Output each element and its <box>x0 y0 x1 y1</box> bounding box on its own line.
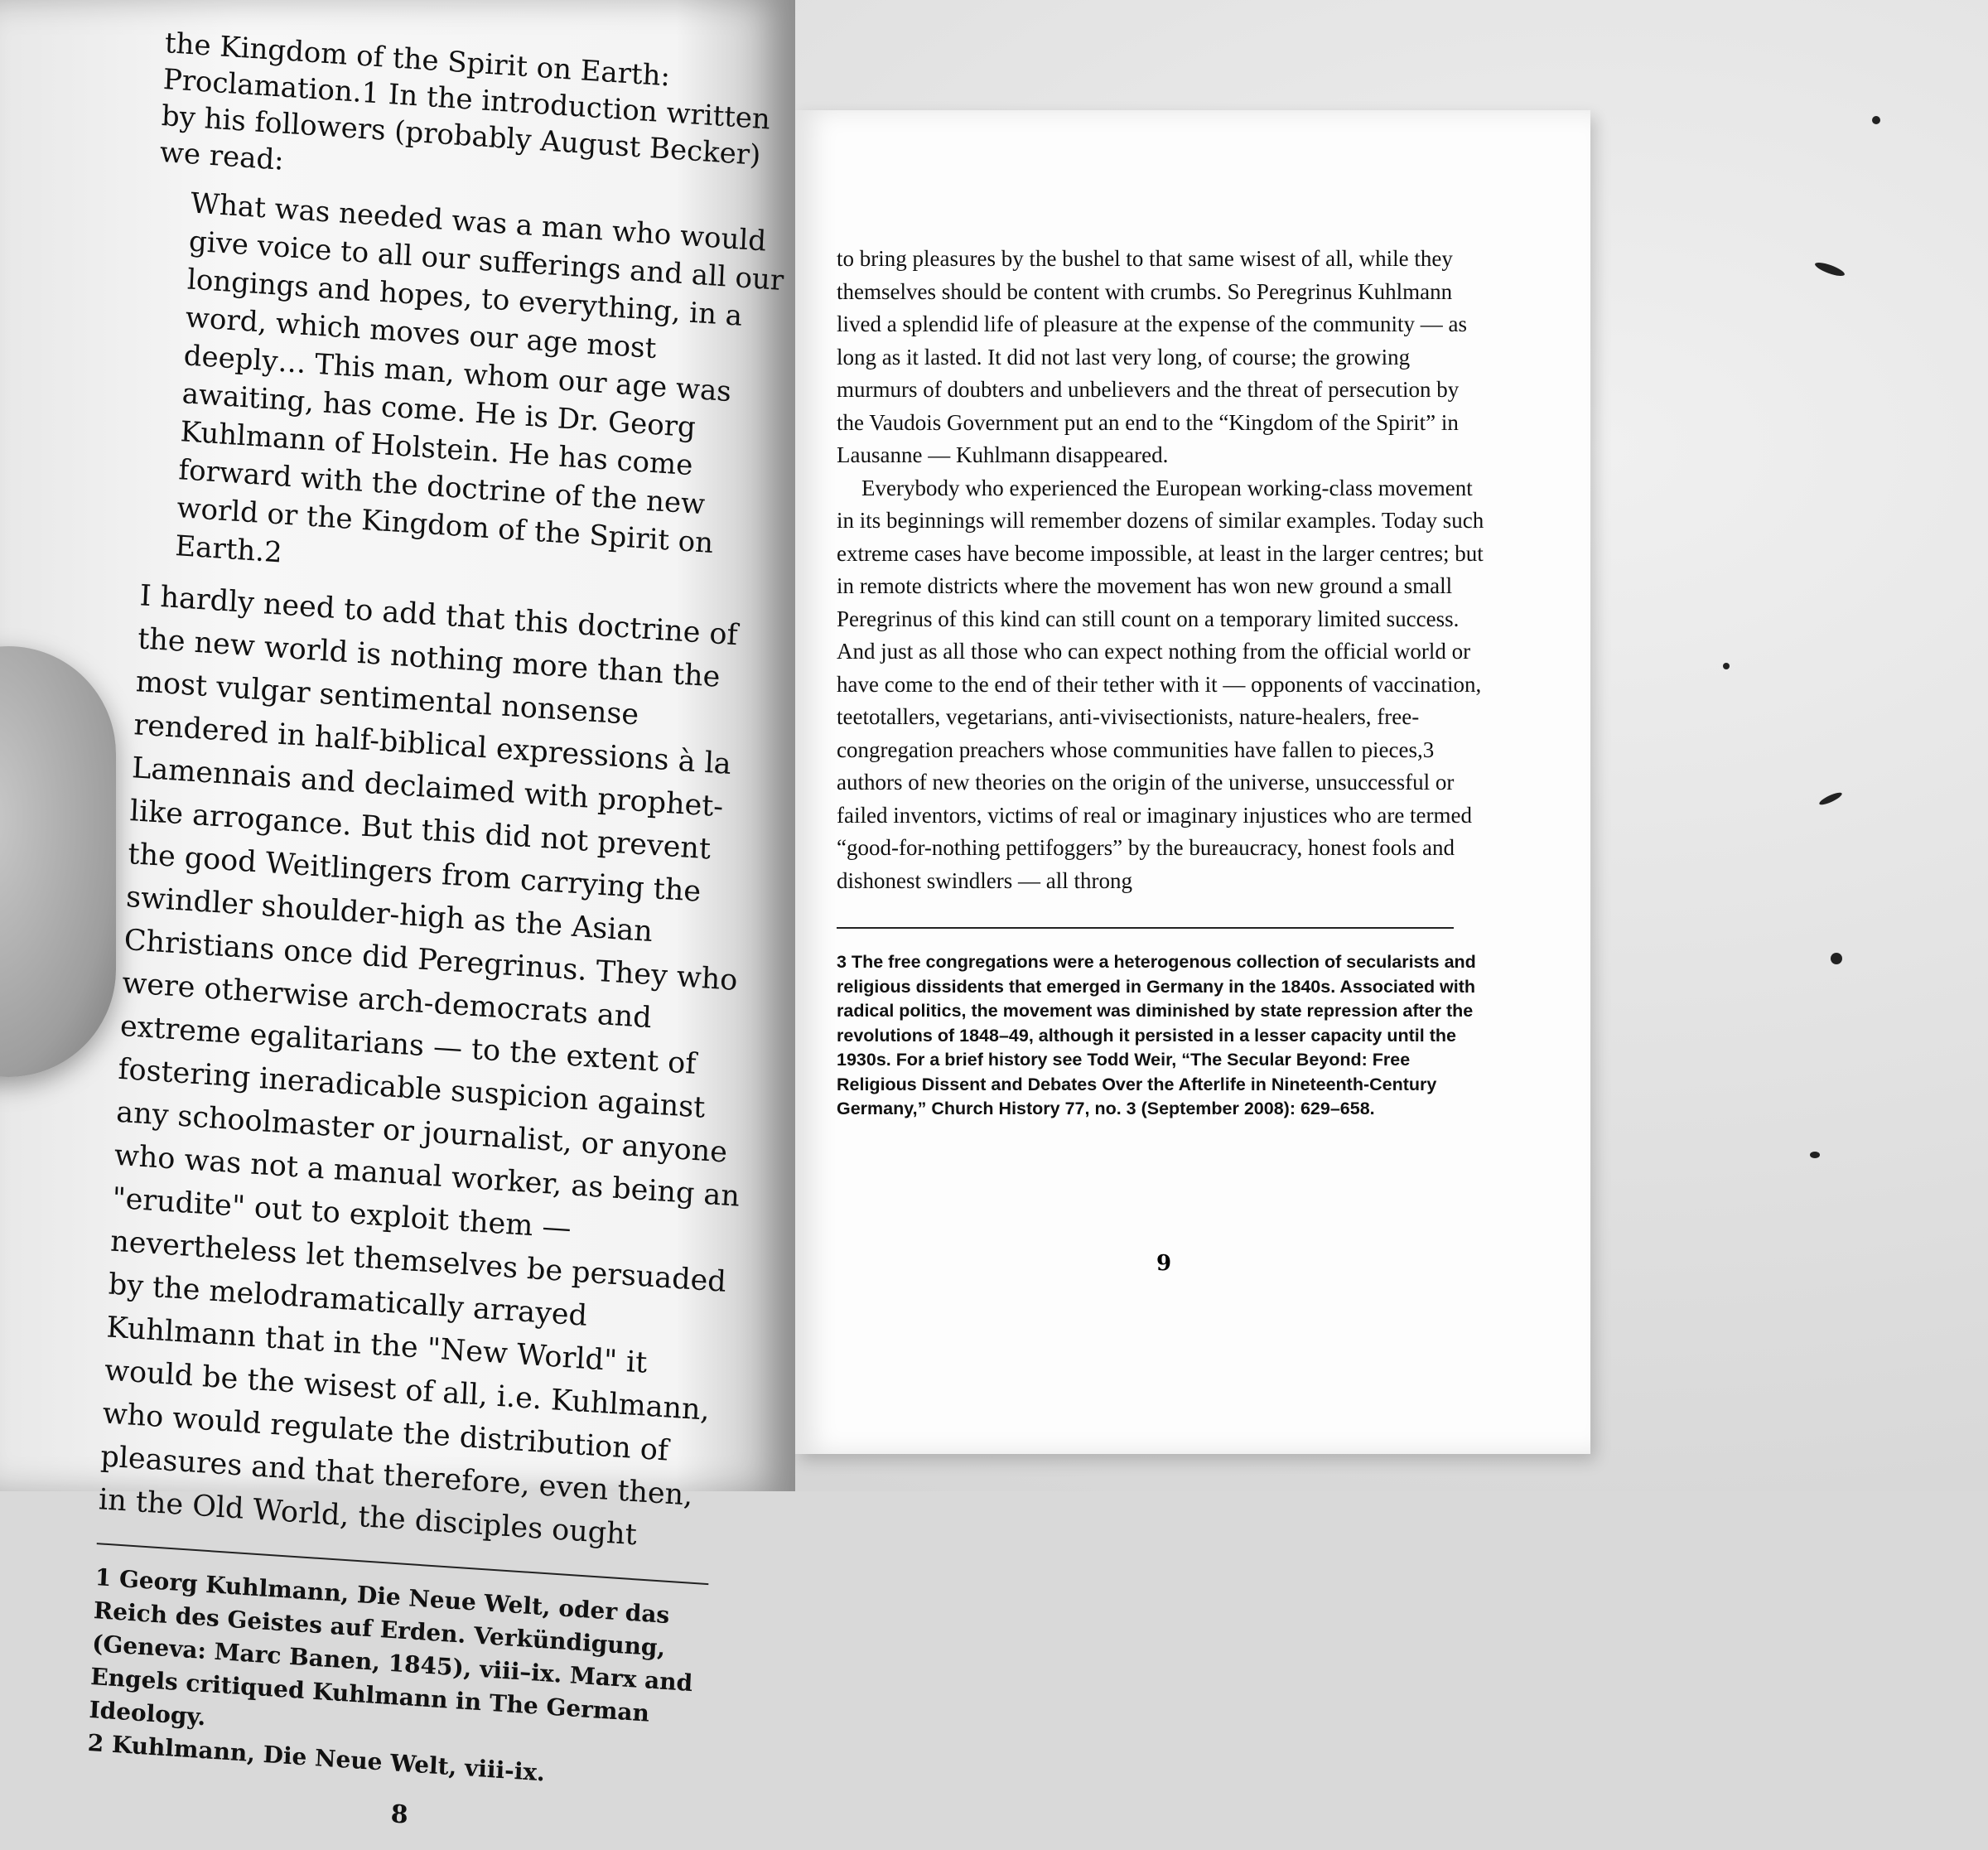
footnote-3: 3 The free congregations were a heterogenous collection of secularists and religious dissidents that emerged in Germany in the 1840s. Associated with radical politics, the movement was diminished by state repression after the revolutions of 1848–49, although it persisted in a lesser capacity until the 1930s. For a brief history see Todd Weir, “The Secular Beyond: Free Religious Dissent and Debates Over the Afterlife in Nineteenth-Century Germany,” Church History 77, no. 3 (September 2008): 629–658. <box>837 952 1476 1118</box>
ink-speck <box>1810 1152 1820 1158</box>
left-paragraph: I hardly need to add that this doctrine of the new world is nothing more than the most vulgar sentimental nonsense rendered in half-biblical expressions à la Lamennais and declaimed with prophet-like arrogance. But this did not prevent the good Weitlingers from carrying the swindler shoulder-high as the Asian Christians once did Peregrinus. They who were otherwise arch-democrats and extreme egalitarians — to the extent of fostering ineradicable suspicion against any schoolmaster or journalist, or anyone who was not a manual worker, as being an "erudite" out to exploit them — nevertheless let themselves be persuaded by the melodramatically arrayed Kuhlmann that in the "New World" it would be the wisest of all, i.e. Kuhlmann, who would regulate the distribution of pleasures and that therefore, even then, in the Old World, the disciples ought <box>98 579 741 1553</box>
right-page-text <box>837 243 1491 1122</box>
page-number-8: 8 <box>390 1799 409 1830</box>
ink-speck <box>1723 663 1730 669</box>
footnote-2: 2 Kuhlmann, Die Neue Welt, viii-ix. <box>87 1728 546 1787</box>
right-page <box>795 110 1590 1454</box>
left-intro: the Kingdom of the Spirit on Earth: Proclamation.1 In the introduction written by his followers (probably August Becker) we read: <box>159 26 771 177</box>
left-page-text <box>84 25 794 1850</box>
ink-speck <box>1872 116 1880 124</box>
right-paragraph-1: to bring pleasures by the bushel to that same wisest of all, while they themselves should be content with crumbs. So Peregrinus Kuhlmann lived a splendid life of pleasure at the expense of the community — as long as it lasted. It did not last very long, of course; the growing murmurs of doubters and unbelievers and the threat of persecution by the Vaudois Government put an end to the “Kingdom of the Spirit” in Lausanne — Kuhlmann disappeared. <box>837 246 1468 467</box>
left-block-quote: What was needed was a man who would give voice to all our sufferings and all our longings and hopes, to everything, in a word, which moves our age most deeply… This man, whom our age was awaiting, has come. He is Dr. Georg Kuhlmann of Holstein. He has come forward with the doctrine of the new world or the Kingdom of the Spirit on Earth.2 <box>174 186 785 570</box>
right-paragraph-2: Everybody who experienced the European working-class movement in its beginnings will remember dozens of similar examples. Today such extreme cases have become impossible, at least in the larger centres; but in remote districts where the movement has won new ground a small Peregrinus of this kind can still count on a temporary limited success. And just as all those who can expect nothing from the official world or have come to the end of their tether with it — opponents of vaccination, teetotallers, vegetarians, anti-vivisectionists, nature-healers, free-congregation preachers whose communities have fallen to pieces,3 authors of new theories on the origin of the universe, unsuccessful or failed inventors, victims of real or imaginary injustices who are termed “good-for-nothing pettifoggers” by the bureaucracy, honest fools and dishonest swindlers — all throng <box>837 475 1484 893</box>
ink-speck <box>1831 953 1842 964</box>
thumb <box>0 646 116 1077</box>
footnote-rule <box>837 927 1454 929</box>
left-page <box>0 0 795 1830</box>
page-number-9: 9 <box>1156 1251 1172 1276</box>
footnote-1: 1 Georg Kuhlmann, Die Neue Welt, oder das Reich des Geistes auf Erden. Verkündigung, (Geneva: Marc Banen, 1845), viii–ix. Marx and Engels critiqued Kuhlmann in The German Ideology. <box>88 1563 693 1732</box>
